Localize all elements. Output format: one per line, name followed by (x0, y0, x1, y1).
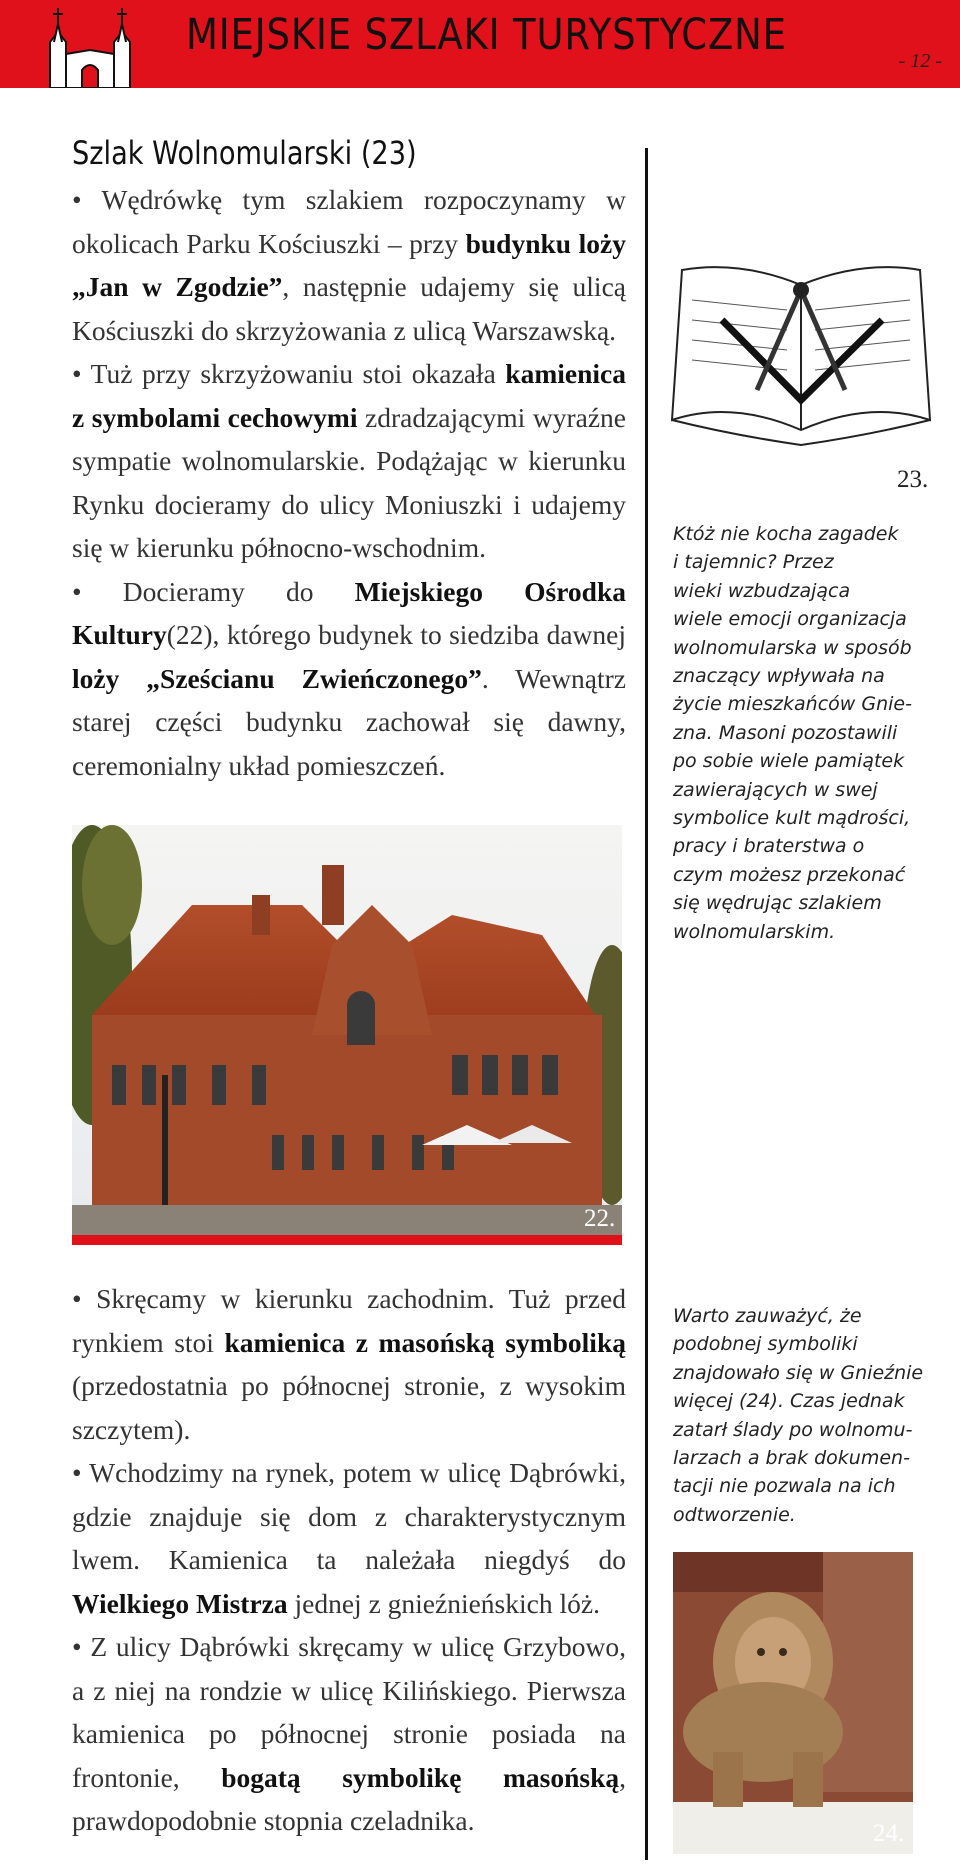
page-header (0, 0, 960, 88)
text-span: , następnie udajemy się ulicą Kościuszki do skrzyżowania z ulicą Warszawską. (72, 271, 626, 346)
note-line: zna. Masoni pozostawili (673, 721, 898, 744)
building-caption: 22. (584, 1205, 616, 1232)
note-line: i tajemnic? Przez (673, 551, 834, 574)
note-line: podobnej symboliki (673, 1333, 858, 1356)
paragraph (72, 570, 626, 788)
note-line: się wędrując szlakiem (673, 892, 882, 915)
note-line: tacji nie pozwala na ich (673, 1475, 896, 1498)
main-text-bottom (72, 1277, 626, 1843)
building-photo (72, 825, 622, 1245)
note-line: Warto zauważyć, że (673, 1305, 862, 1327)
lion-sculpture-icon (673, 1552, 913, 1854)
note-line: pracy i braterstwa o (673, 835, 865, 858)
header-title: MIEJSKIE SZLAKI TURYSTYCZNE (186, 10, 787, 60)
text-span: (22), którego budynek to siedziba dawnej (166, 619, 626, 650)
paragraph (72, 178, 626, 352)
note-line: znaczący wpływała na (673, 665, 885, 688)
text-span: zdradzającymi wyraźne sympatie wolnomularskie. Podążając w kierunku Rynku docieramy do ulicy Moniuszki i udajemy się w kierunku północno-wschodnim. (72, 401, 627, 563)
note-line: po sobie wiele pamiątek (673, 750, 905, 773)
text-span: • Skręcamy w kierunku zachodnim. Tuż przed rynkiem stoi (72, 1283, 626, 1358)
text-span: • Tuż przy skrzyżowaniu stoi okazała (72, 358, 506, 389)
column-divider (645, 148, 648, 1860)
note-line: wolnomularska w sposób (673, 636, 912, 659)
paragraph (72, 1451, 626, 1625)
book-caption: 23. (897, 466, 929, 493)
note-line: symbolice kult mądrości, (673, 807, 911, 830)
lion-photo (673, 1552, 913, 1854)
note-line: życie mieszkańców Gnie- (673, 693, 912, 716)
bold-text: Wielkiego Mistrza (72, 1587, 288, 1619)
text-span: • Docieramy do (72, 575, 355, 607)
bold-text: kamienica z symbolami cechowymi (72, 358, 626, 433)
note-line: wieki wzbudzająca (673, 579, 851, 602)
note-line: larzach a brak dokumen- (673, 1447, 910, 1470)
note-line: zawierających w swej (673, 778, 878, 801)
paragraph (72, 352, 626, 570)
bold-text: budynku loży „Jan w Zgodzie” (72, 227, 626, 302)
note-line: zatarł ślady po wolnomu- (673, 1418, 913, 1441)
paragraph (72, 1625, 626, 1843)
text-span: (przedostatnia po północnej stronie, z wysokim szczytem). (72, 1370, 626, 1445)
side-note-bottom (673, 1302, 943, 1529)
bold-text: bogatą symbolikę masońską (221, 1761, 620, 1793)
note-line: znajdowało się w Gnieźnie (673, 1361, 924, 1384)
section-title: Szlak Wolnomularski (23) (72, 134, 417, 172)
paragraph (72, 1277, 626, 1451)
note-line: Któż nie kocha zagadek (673, 523, 899, 545)
page-number: - 12 - (898, 50, 942, 72)
bold-text: kamienica z masońską symboliką (224, 1326, 626, 1358)
masonic-book-compass-square-icon (662, 260, 940, 450)
note-line: więcej (24). Czas jednak (673, 1390, 905, 1413)
bold-text: loży „Sześcianu Zwieńczonego” (72, 662, 482, 694)
book-figure (662, 260, 940, 450)
text-span: • Z ulicy Dąbrówki skręcamy w ulicę Grzybowo, a z niej na rondzie w ulicę Kilińskiego. Pierwsza kamienica po północnej stronie posiada na frontonie, (72, 1631, 626, 1793)
note-line: odtworzenie. (673, 1503, 796, 1526)
text-span: , prawdopodobnie stopnia czeladnika. (72, 1761, 626, 1836)
bold-text: Miejskiego Ośrodka Kultury (72, 575, 626, 650)
text-span: • Wędrówkę tym szlakiem rozpoczynamy w okolicach Parku Kościuszki – przy (72, 184, 626, 259)
city-towers-logo-icon (44, 2, 136, 88)
note-line: wolnomularskim. (673, 920, 836, 943)
lion-caption: 24. (873, 1820, 905, 1847)
side-note-top (673, 520, 943, 946)
text-span: • Wchodzimy na rynek, potem w ulicę Dąbrówki, gdzie znajduje się dom z charakterystycznym lwem. Kamienica ta należała niegdyś do (72, 1457, 626, 1575)
brick-building-icon (72, 825, 622, 1245)
text-span: jednej z gnieźnieńskich lóż. (287, 1587, 600, 1619)
note-line: czym możesz przekonać (673, 863, 906, 886)
text-span: . Wewnątrz starej części budynku zachował się dawny, ceremonialny układ pomieszczeń. (72, 662, 626, 781)
note-line: wiele emocji organizacja (673, 608, 907, 631)
main-text-top (72, 178, 626, 787)
